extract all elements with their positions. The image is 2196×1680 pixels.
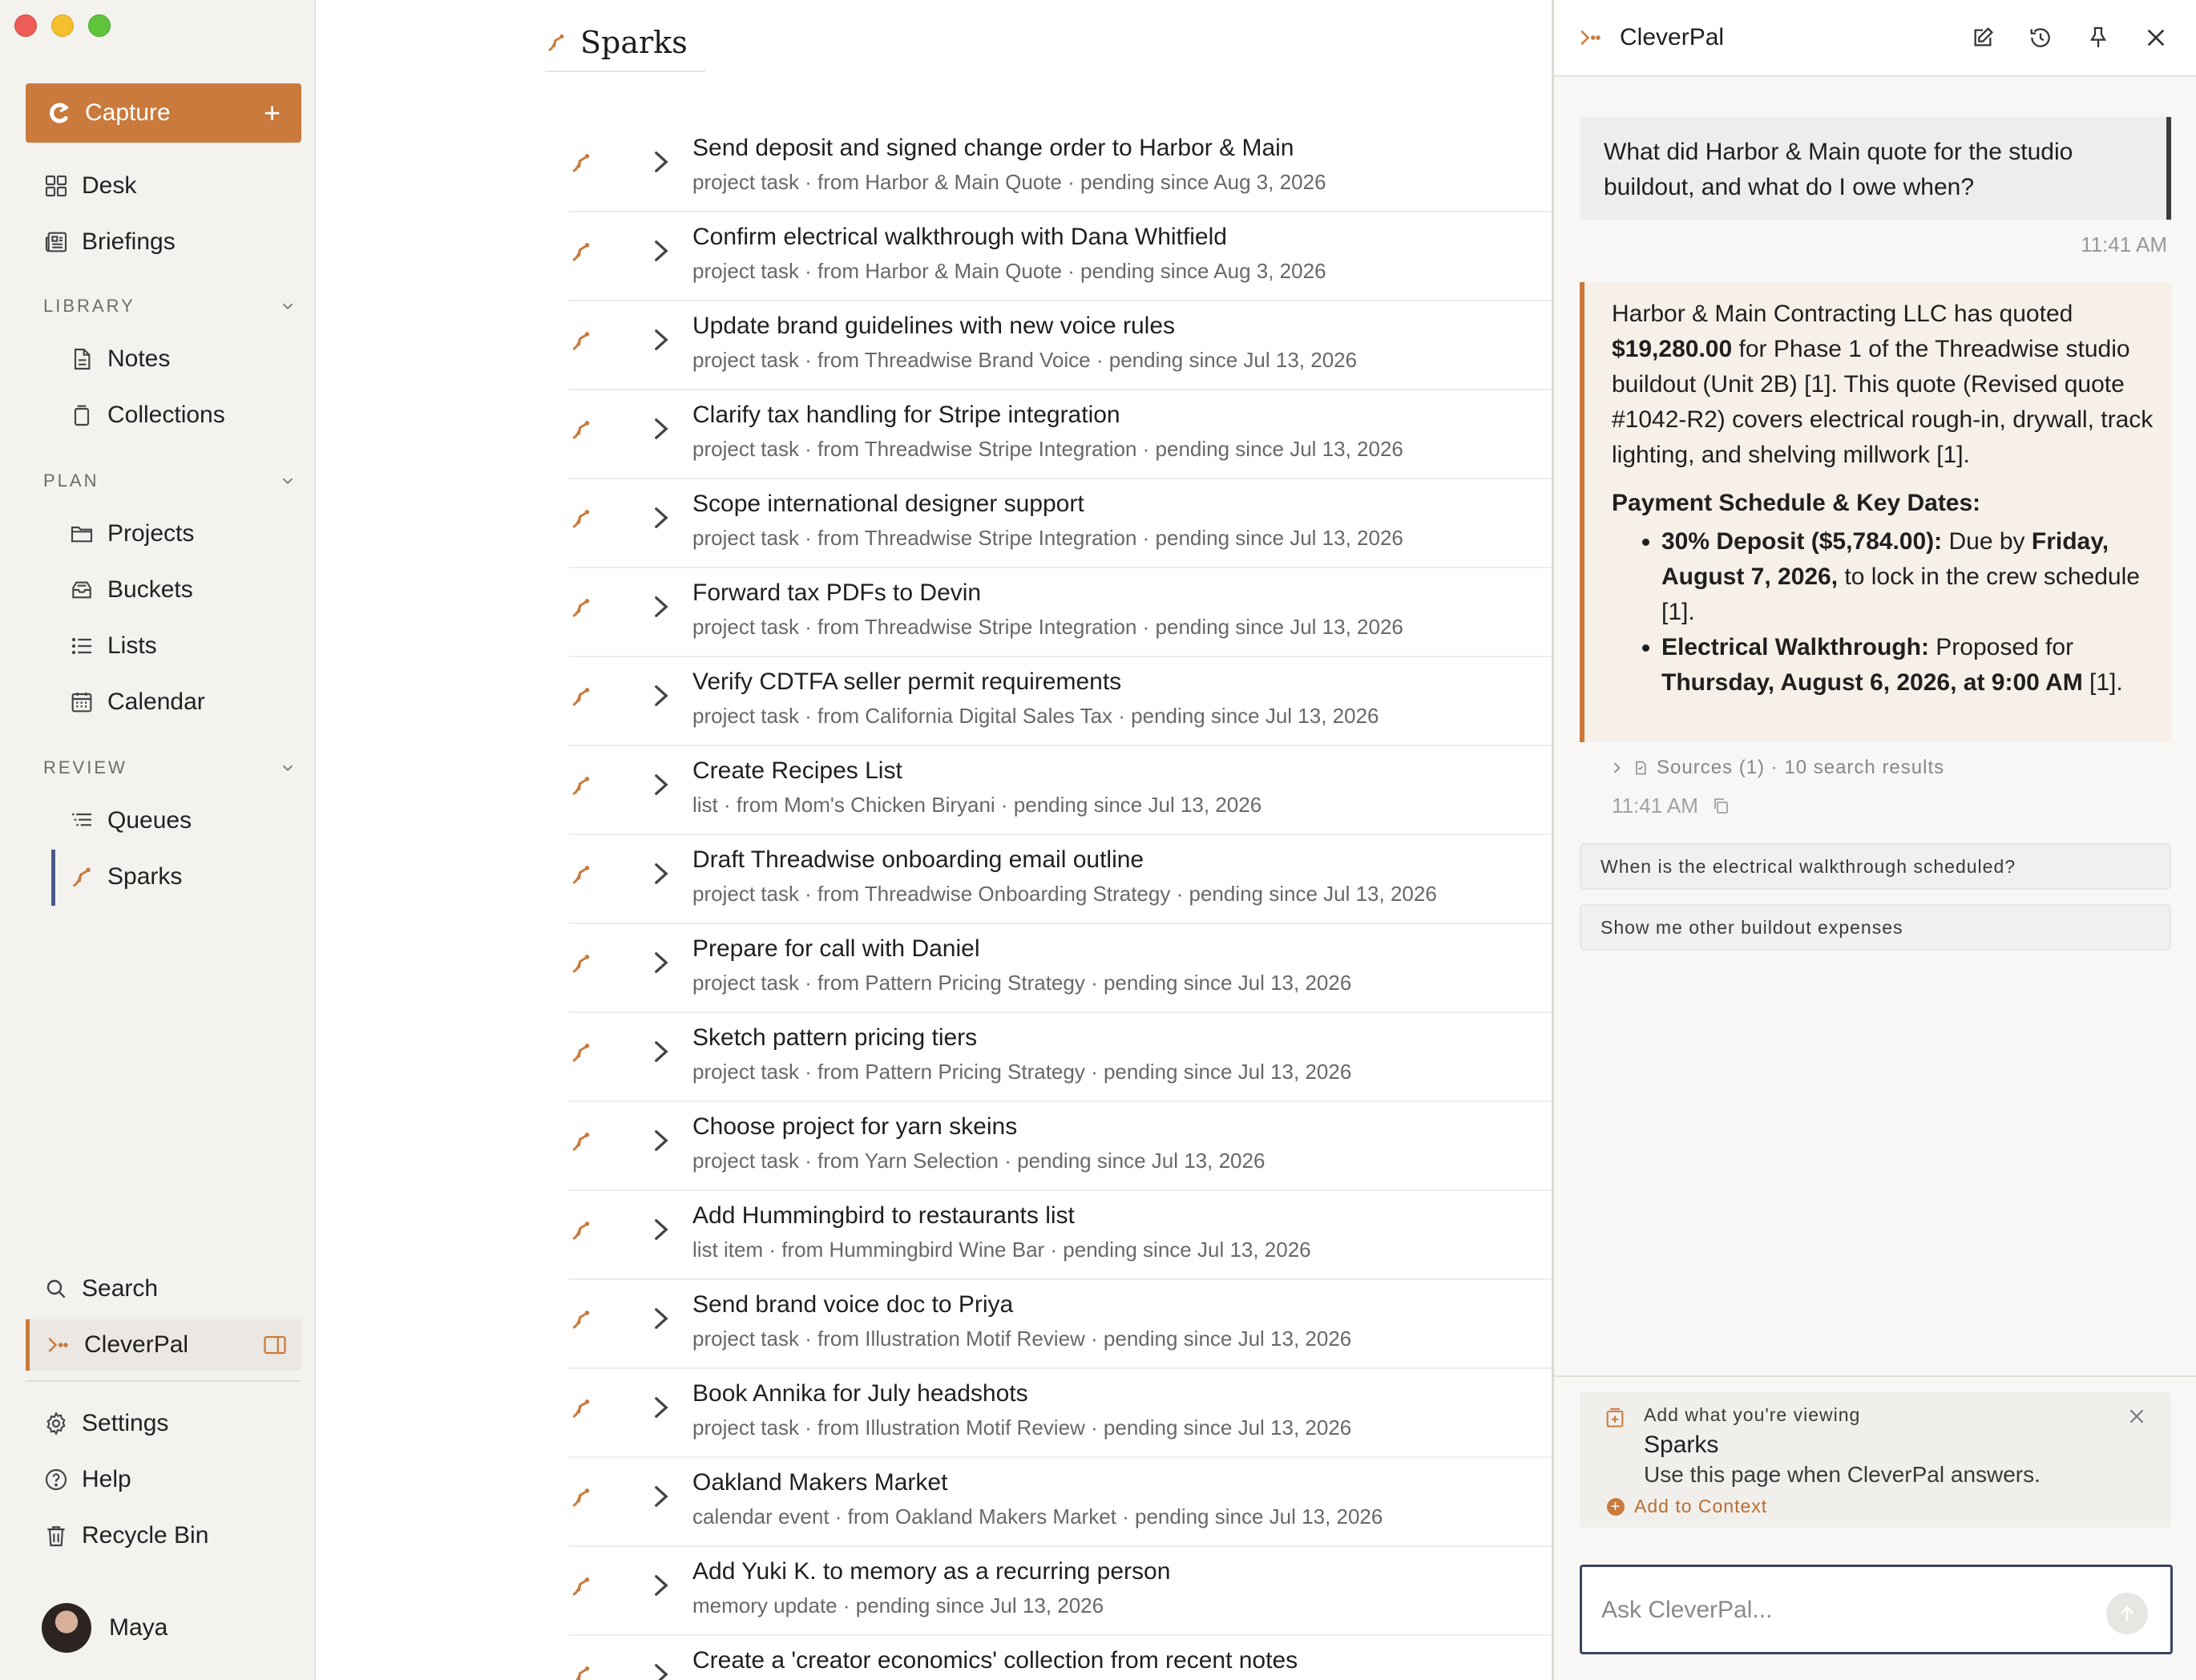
folder-icon [69,521,95,547]
item-text: Proposed for [1928,634,2074,660]
minimize-window-button[interactable] [51,14,74,37]
spark-row[interactable] [569,1013,1552,1102]
spark-meta: memory update · pending since Jul 13, 2026 [692,1593,1104,1617]
spark-meta: list item · from Hummingbird Wine Bar · pending since Jul 13, 2026 [692,1238,1311,1262]
spark-title: Update brand guidelines with new voice rules [692,313,1176,339]
cleverpal-panel [1552,0,2196,1680]
collection-icon [69,402,95,428]
page-header [545,14,705,72]
user-profile[interactable] [42,1601,168,1654]
spark-meta: project task · from Threadwise Stripe Integration · pending since Jul 13, 2026 [692,437,1403,461]
sidebar-item-briefings[interactable] [43,221,300,263]
spark-icon [569,1574,593,1598]
panel-title: CleverPal [1620,24,1725,50]
chevron-down-icon [279,297,297,315]
add-context-icon [1604,1406,1626,1430]
spark-icon [569,596,593,620]
gear-icon [43,1411,69,1436]
spark-icon [569,507,593,531]
panel-toggle-icon[interactable] [263,1335,287,1355]
sidebar-item-notes[interactable] [69,338,301,380]
sidebar-item-label: CleverPal [84,1331,189,1358]
chevron-right-icon[interactable] [649,324,673,356]
item-date: Friday, August 7, 2026, [1661,528,2109,590]
spark-title: Clarify tax handling for Stripe integration [692,402,1120,428]
spark-title: Add Hummingbird to restaurants list [692,1202,1075,1229]
close-icon[interactable] [2126,1406,2147,1427]
suggestion-chip[interactable]: When is the electrical walkthrough scheduled? [1580,843,2171,890]
answer-text: for Phase 1 of the Threadwise studio buildout (Unit 2B) [1]. This quote (Revised quote #1042-R2) covers electrical rough-in, drywall, track lighting, and shelving millwork [1]. [1612,336,2154,468]
spark-meta: project task · from Harbor & Main Quote · pending since Aug 3, 2026 [692,170,1326,194]
spark-row[interactable] [569,1280,1552,1369]
spark-icon [569,1218,593,1242]
schedule-list [1612,524,2155,701]
answer-paragraph [1612,297,2155,473]
spark-meta: project task · from Illustration Motif Review · pending since Jul 13, 2026 [692,1415,1352,1440]
context-title: Sparks [1644,1432,1719,1458]
spark-row[interactable] [569,1369,1552,1458]
user-message-time: 11:41 AM [2081,232,2167,256]
sidebar-item-label: Buckets [107,576,193,603]
section-label: PLAN [43,470,99,491]
spark-title: Create Recipes List [692,757,902,784]
sources-label: Sources (1) · 10 search results [1657,757,1945,778]
spark-row[interactable] [569,746,1552,835]
item-label: 30% Deposit ($5,784.00): [1661,528,1943,555]
chevron-right-icon[interactable] [649,1214,673,1246]
chevron-right-icon[interactable] [649,146,673,178]
assistant-message [1580,282,2171,742]
add-to-context-label: Add to Context [1634,1496,1768,1516]
answer-text: Harbor & Main Contracting LLC has quoted [1612,301,2073,327]
list-item [1661,524,2155,630]
spark-title: Confirm electrical walkthrough with Dana Whitfield [692,224,1227,250]
spark-row[interactable] [569,568,1552,657]
plus-circle-icon: + [1607,1498,1625,1516]
spark-meta: calendar event · from Oakland Makers Market · pending since Jul 13, 2026 [692,1504,1383,1529]
sidebar-item-queues[interactable] [69,800,301,842]
capture-label: Capture [85,99,171,126]
chevron-right-icon[interactable] [649,680,673,712]
close-panel-button[interactable] [2141,22,2171,53]
panel-divider [1554,1375,2196,1377]
spark-meta: project task · from Yarn Selection · pending since Jul 13, 2026 [692,1149,1266,1173]
sidebar-item-help[interactable] [43,1459,300,1500]
spark-title: Send brand voice doc to Priya [692,1291,1014,1318]
spark-meta: project task · from Pattern Pricing Strategy · pending since Jul 13, 2026 [692,1060,1352,1084]
item-date: Thursday, August 6, 2026, at 9:00 AM [1661,669,2083,696]
spark-icon [569,685,593,709]
sidebar-item-label: Lists [107,632,157,659]
spark-row[interactable] [569,1458,1552,1547]
sidebar-item-recycle-bin[interactable] [43,1515,300,1557]
cleverpal-icon [1578,26,1602,50]
sidebar-item-label: Settings [82,1410,169,1436]
spark-meta: project task · from Pattern Pricing Strategy · pending since Jul 13, 2026 [692,971,1352,995]
spark-row[interactable] [569,301,1552,390]
page-title: Sparks [580,25,688,60]
spark-title: Draft Threadwise onboarding email outline [692,846,1144,873]
section-label: LIBRARY [43,296,135,316]
sidebar-item-settings[interactable] [43,1403,300,1444]
chevron-right-icon[interactable] [649,1391,673,1424]
item-label: Electrical Walkthrough: [1661,634,1929,660]
spark-title: Book Annika for July headshots [692,1380,1028,1407]
sidebar-item-label: Collections [107,402,225,428]
section-library[interactable] [43,290,297,322]
search-icon [43,1276,69,1302]
spark-meta: project task · from Threadwise Stripe Integration · pending since Jul 13, 2026 [692,615,1403,639]
capture-icon [46,99,74,127]
sources-toggle[interactable] [1609,753,1944,782]
chevron-right-icon[interactable] [649,858,673,890]
item-text: Due by [1942,528,2032,555]
chevron-right-icon[interactable] [649,947,673,979]
history-icon [2028,25,2053,50]
calendar-icon [69,689,95,715]
cleverpal-icon [46,1333,70,1357]
chevron-right-icon[interactable] [649,502,673,534]
spark-icon [569,1040,593,1064]
spark-meta: project task · from Threadwise Stripe Integration · pending since Jul 13, 2026 [692,526,1403,550]
spark-icon [569,418,593,442]
chevron-right-icon[interactable] [649,591,673,623]
ask-input[interactable] [1601,1589,2082,1631]
trash-icon [43,1523,69,1549]
spark-title: Prepare for call with Daniel [692,935,980,962]
sidebar-item-calendar[interactable] [69,681,301,723]
sidebar-item-label: Calendar [107,689,205,715]
section-label: REVIEW [43,757,127,777]
panel-header [1554,0,2196,77]
spark-row[interactable] [569,657,1552,746]
sidebar-item-projects[interactable] [69,513,301,555]
spark-meta: project task · from Harbor & Main Quote · pending since Aug 3, 2026 [692,259,1326,283]
spark-icon [569,773,593,798]
spark-title: Oakland Makers Market [692,1469,948,1496]
spark-title: Scope international designer support [692,491,1084,517]
pin-icon [2085,25,2111,50]
new-chat-button[interactable] [1968,22,1998,53]
grid-icon [43,173,69,199]
help-icon [43,1467,69,1492]
chevron-right-icon[interactable] [649,235,673,267]
history-button[interactable] [2025,22,2056,53]
spark-title: Choose project for yarn skeins [692,1113,1018,1140]
spark-meta: list · from Mom's Chicken Biryani · pending since Jul 13, 2026 [692,793,1262,817]
spark-row[interactable] [569,1102,1552,1191]
spark-icon [569,951,593,975]
copy-icon[interactable] [1711,796,1730,815]
context-card [1580,1391,2171,1528]
avatar [42,1603,91,1653]
item-text: to lock in the crew schedule [1]. [1661,563,2140,625]
spark-row[interactable] [569,479,1552,568]
sidebar-item-label: Briefings [82,228,176,255]
pin-button[interactable] [2083,22,2113,53]
sidebar-item-collections[interactable] [69,394,301,436]
spark-icon [569,1307,593,1331]
spark-meta: project task · from California Digital Sales Tax · pending since Jul 13, 2026 [692,704,1379,728]
spark-icon [569,1396,593,1420]
assistant-message-meta [1612,792,1730,819]
sidebar-divider [26,1380,301,1382]
spark-row[interactable] [569,1547,1552,1636]
context-description: Use this page when CleverPal answers. [1644,1462,2041,1487]
spark-title: Add Yuki K. to memory as a recurring person [692,1558,1171,1585]
schedule-heading: Payment Schedule & Key Dates: [1612,490,1981,516]
spark-icon [569,862,593,886]
section-plan[interactable] [43,465,297,497]
arrow-up-icon [2117,1603,2137,1624]
spark-row[interactable] [569,835,1552,924]
chevron-right-icon [1609,760,1625,776]
spark-title: Send deposit and signed change order to Harbor & Main [692,135,1294,161]
queue-icon [69,808,95,834]
sidebar-item-sparks[interactable] [69,856,301,898]
chevron-right-icon[interactable] [649,1036,673,1068]
source-doc-icon [1633,760,1649,776]
inbox-icon [69,577,95,603]
list-icon [69,633,95,659]
chevron-right-icon[interactable] [649,769,673,801]
spark-row[interactable] [569,123,1552,212]
list-item [1661,630,2155,701]
spark-meta: project task · from Illustration Motif Review · pending since Jul 13, 2026 [692,1327,1352,1351]
add-to-context-button[interactable] [1607,1496,1767,1517]
spark-title: Verify CDTFA seller permit requirements [692,668,1122,695]
suggestion-chip[interactable]: Show me other buildout expenses [1580,904,2171,951]
window-controls [14,14,111,37]
spark-icon [569,1129,593,1153]
item-text: [1]. [2082,669,2123,696]
sidebar-item-search[interactable] [43,1268,300,1310]
section-review[interactable] [43,752,297,784]
zoom-window-button[interactable] [88,14,111,37]
spark-title: Sketch pattern pricing tiers [692,1024,978,1051]
sidebar [0,0,316,1680]
main-content [317,0,1552,1680]
sidebar-item-label: Search [82,1275,159,1302]
spark-row[interactable] [569,1636,1552,1680]
spark-title: Forward tax PDFs to Devin [692,580,982,606]
spark-icon [569,1485,593,1509]
chevron-down-icon [279,759,297,777]
spark-icon [569,240,593,264]
spark-meta: project task · from Threadwise Brand Voice · pending since Jul 13, 2026 [692,348,1358,372]
sidebar-item-desk[interactable] [43,165,300,207]
chevron-right-icon[interactable] [649,1125,673,1157]
user-name: Maya [109,1614,168,1641]
sidebar-item-buckets[interactable] [69,569,301,611]
spark-icon [545,31,567,54]
chevron-right-icon[interactable] [649,1480,673,1512]
plus-icon: + [263,96,281,129]
send-button[interactable] [2106,1593,2148,1634]
close-icon [2143,25,2169,50]
sidebar-item-label: Sparks [107,863,183,890]
context-label: Add what you're viewing [1644,1404,1861,1425]
sidebar-item-lists[interactable] [69,625,301,667]
spark-row[interactable] [569,212,1552,301]
compose-icon [1970,25,1996,50]
spark-icon [569,329,593,353]
chevron-right-icon[interactable] [649,413,673,445]
chevron-right-icon[interactable] [649,1569,673,1601]
sidebar-item-label: Projects [107,520,195,547]
spark-icon [69,864,95,890]
spark-icon [569,151,593,175]
spark-row[interactable] [569,390,1552,479]
sidebar-item-label: Queues [107,807,192,834]
chevron-right-icon[interactable] [649,1302,673,1335]
assistant-message-time: 11:41 AM [1612,793,1698,818]
newspaper-icon [43,229,69,255]
sidebar-item-label: Desk [82,172,137,199]
spark-icon [569,1663,593,1680]
active-indicator [51,850,55,906]
sidebar-item-label: Notes [107,345,171,372]
sidebar-item-label: Recycle Bin [82,1522,209,1549]
chevron-down-icon [279,472,297,490]
sidebar-item-label: Help [82,1466,131,1492]
ask-box [1580,1565,2173,1654]
sidebar-item-cleverpal[interactable] [26,1319,301,1371]
document-icon [69,346,95,372]
capture-button[interactable] [26,83,301,143]
chevron-right-icon[interactable] [649,1658,673,1680]
spark-row[interactable] [569,924,1552,1013]
user-message: What did Harbor & Main quote for the studio buildout, and what do I owe when? [1580,117,2171,220]
close-window-button[interactable] [14,14,37,37]
spark-meta: project task · from Threadwise Onboarding Strategy · pending since Jul 13, 2026 [692,882,1437,906]
spark-title: Create a 'creator economics' collection from recent notes [692,1647,1298,1674]
quote-amount: $19,280.00 [1612,336,1733,362]
spark-row[interactable] [569,1191,1552,1280]
